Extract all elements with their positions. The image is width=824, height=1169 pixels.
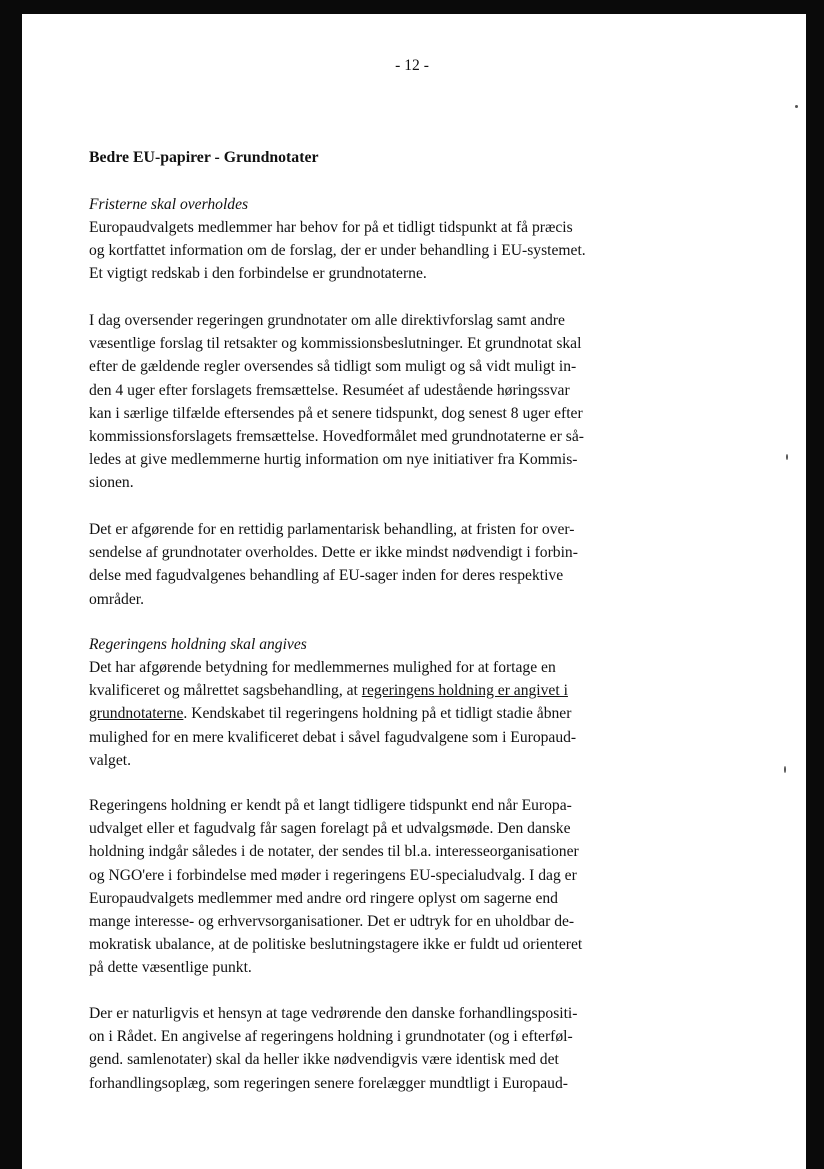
text-line: gend. samlenotater) skal da heller ikke nødvendigvis være identisk med det bbox=[89, 1051, 559, 1069]
paragraph-fristerne-2 bbox=[89, 309, 649, 495]
text-line: holdning indgår således i de notater, der sendes til bl.a. interesseorganisationer bbox=[89, 843, 579, 861]
text-line: Europaudvalgets medlemmer har behov for på et tidligt tidspunkt at få præcis bbox=[89, 219, 573, 236]
text-line: kan i særlige tilfælde eftersendes på et senere tidspunkt, dog senest 8 uger efter bbox=[89, 404, 583, 422]
text-line: områder. bbox=[89, 590, 144, 608]
text-line: sionen. bbox=[89, 474, 134, 492]
page-number: - 12 - bbox=[395, 57, 429, 74]
text-line: delse med fagudvalgenes behandling af EU-sager inden for deres respektive bbox=[89, 567, 564, 585]
text-line: I dag oversender regeringen grundnotater om alle direktivforslag samt andre bbox=[89, 312, 565, 329]
text-line: den 4 uger efter forslagets fremsættelse. Resuméet af udestående høringssvar bbox=[89, 381, 570, 399]
text-line: mokratisk ubalance, at de politiske beslutningstagere ikke er fuldt ud orienteret bbox=[89, 936, 583, 954]
text-line: sendelse af grundnotater overholdes. Dette er ikke mindst nødvendigt i forbin- bbox=[89, 544, 578, 562]
text-line: væsentlige forslag til retsakter og kommissionsbeslutninger. Et grundnotat skal bbox=[89, 335, 582, 353]
text-line: mulighed for en mere kvalificeret debat i såvel fagudvalgene som i Europaud- bbox=[89, 728, 577, 746]
underlined-phrase: regeringens holdning er angivet i bbox=[361, 682, 568, 700]
paragraph-fristerne-1 bbox=[89, 216, 649, 286]
text-line bbox=[89, 679, 649, 702]
text-line: ledes at give medlemmerne hurtig information om nye initiativer fra Kommis- bbox=[89, 451, 578, 469]
subheading-holdning: Regeringens holdning skal angives bbox=[89, 636, 307, 653]
text-line: Europaudvalgets medlemmer med andre ord ringere oplyst om sagerne end bbox=[89, 889, 558, 907]
text-line: på dette væsentlige punkt. bbox=[89, 959, 252, 977]
text-line: forhandlingsoplæg, som regeringen senere forelægger mundtligt i Europaud- bbox=[89, 1074, 568, 1092]
text-line: og NGO'ere i forbindelse med møder i regeringens EU-specialudvalg. I dag er bbox=[89, 866, 577, 884]
scan-speck bbox=[795, 105, 798, 108]
text-line: udvalget eller et fagudvalg får sagen forelagt på et udvalgsmøde. Den danske bbox=[89, 820, 571, 838]
scan-speck bbox=[786, 454, 788, 460]
section-heading: Bedre EU-papirer - Grundnotater bbox=[89, 149, 319, 166]
subheading-fristerne: Fristerne skal overholdes bbox=[89, 196, 249, 213]
text-line: og kortfattet information om de forslag, der er under behandling i EU-systemet. bbox=[89, 242, 586, 260]
text-line: efter de gældende regler oversendes så tidligt som muligt og så vidt muligt in- bbox=[89, 358, 577, 376]
text-line: Det er afgørende for en rettidig parlamentarisk behandling, at fristen for over- bbox=[89, 521, 575, 538]
text-line: on i Rådet. En angivelse af regeringens holdning i grundnotater (og i efterføl- bbox=[89, 1028, 573, 1046]
text-line: Det har afgørende betydning for medlemmernes mulighed for at fortage en bbox=[89, 659, 556, 676]
text-line: kommissionsforslagets fremsættelse. Hovedformålet med grundnotaterne er så- bbox=[89, 428, 584, 446]
text-line: Regeringens holdning er kendt på et langt tidligere tidspunkt end når Europa- bbox=[89, 797, 572, 814]
text-line: mange interesse- og erhvervsorganisationer. Det er udtryk for en uholdbar de- bbox=[89, 913, 575, 931]
scan-speck bbox=[784, 766, 786, 773]
underlined-phrase: grundnotaterne bbox=[89, 705, 184, 723]
text-line: Et vigtigt redskab i den forbindelse er grundnotaterne. bbox=[89, 265, 427, 283]
text-run: kvalificeret og målrettet sagsbehandling, at bbox=[89, 682, 362, 700]
paragraph-holdning-1 bbox=[89, 656, 649, 772]
paragraph-holdning-2 bbox=[89, 794, 649, 980]
text-line bbox=[89, 702, 649, 725]
paragraph-fristerne-3 bbox=[89, 518, 649, 611]
text-line: valget. bbox=[89, 751, 131, 769]
text-run: . Kendskabet til regeringens holdning på et tidligt stadie åbner bbox=[183, 705, 572, 723]
text-line: Der er naturligvis et hensyn at tage vedrørende den danske forhandlingspositi- bbox=[89, 1005, 578, 1022]
paragraph-holdning-3 bbox=[89, 1002, 649, 1095]
